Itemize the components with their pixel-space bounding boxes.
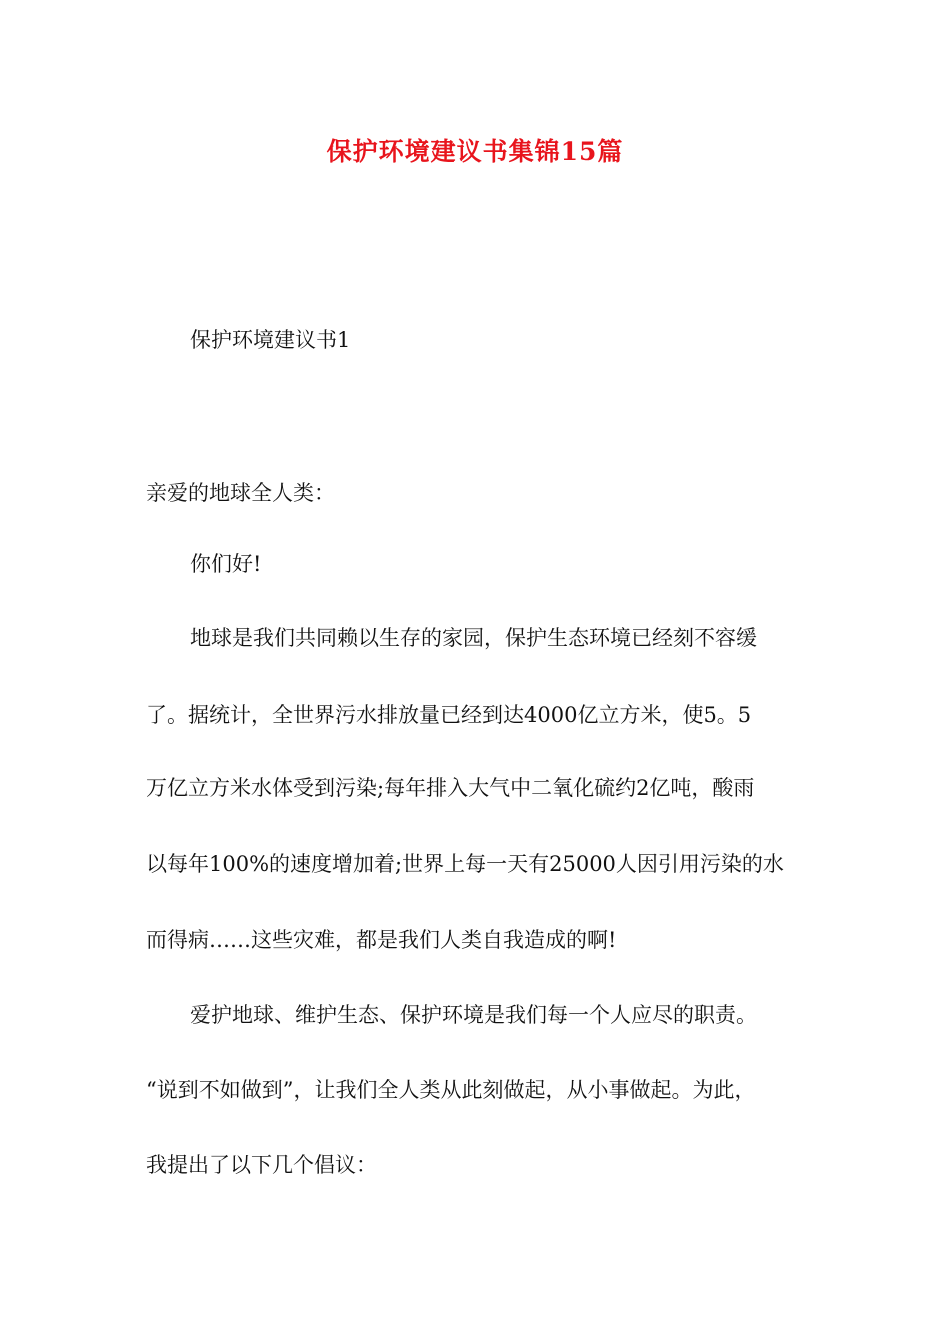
document-title: 保护环境建议书集锦15篇 (326, 137, 624, 166)
paragraph-1-line-4: 以每年100%的速度增加着;世界上每一天有25000人因引用污染的水 (146, 852, 784, 876)
paragraph-1-line-2: 了。据统计，全世界污水排放量已经到达4000亿立方米，使5。5 (146, 703, 752, 727)
salutation: 亲爱的地球全人类： (146, 481, 335, 505)
greeting: 你们好! (190, 552, 262, 576)
paragraph-1-line-1: 地球是我们共同赖以生存的家园，保护生态环境已经刻不容缓 (190, 626, 757, 650)
paragraph-1-line-5: 而得病……这些灾难，都是我们人类自我造成的啊! (146, 928, 617, 952)
paragraph-2-line-2: “说到不如做到”，让我们全人类从此刻做起，从小事做起。为此， (146, 1078, 756, 1102)
paragraph-2-line-1: 爱护地球、维护生态、保护环境是我们每一个人应尽的职责。 (190, 1003, 757, 1027)
section-heading: 保护环境建议书1 (190, 328, 351, 352)
paragraph-1-line-3: 万亿立方米水体受到污染;每年排入大气中二氧化硫约2亿吨，酸雨 (146, 776, 755, 800)
paragraph-2-line-3: 我提出了以下几个倡议： (146, 1153, 377, 1177)
